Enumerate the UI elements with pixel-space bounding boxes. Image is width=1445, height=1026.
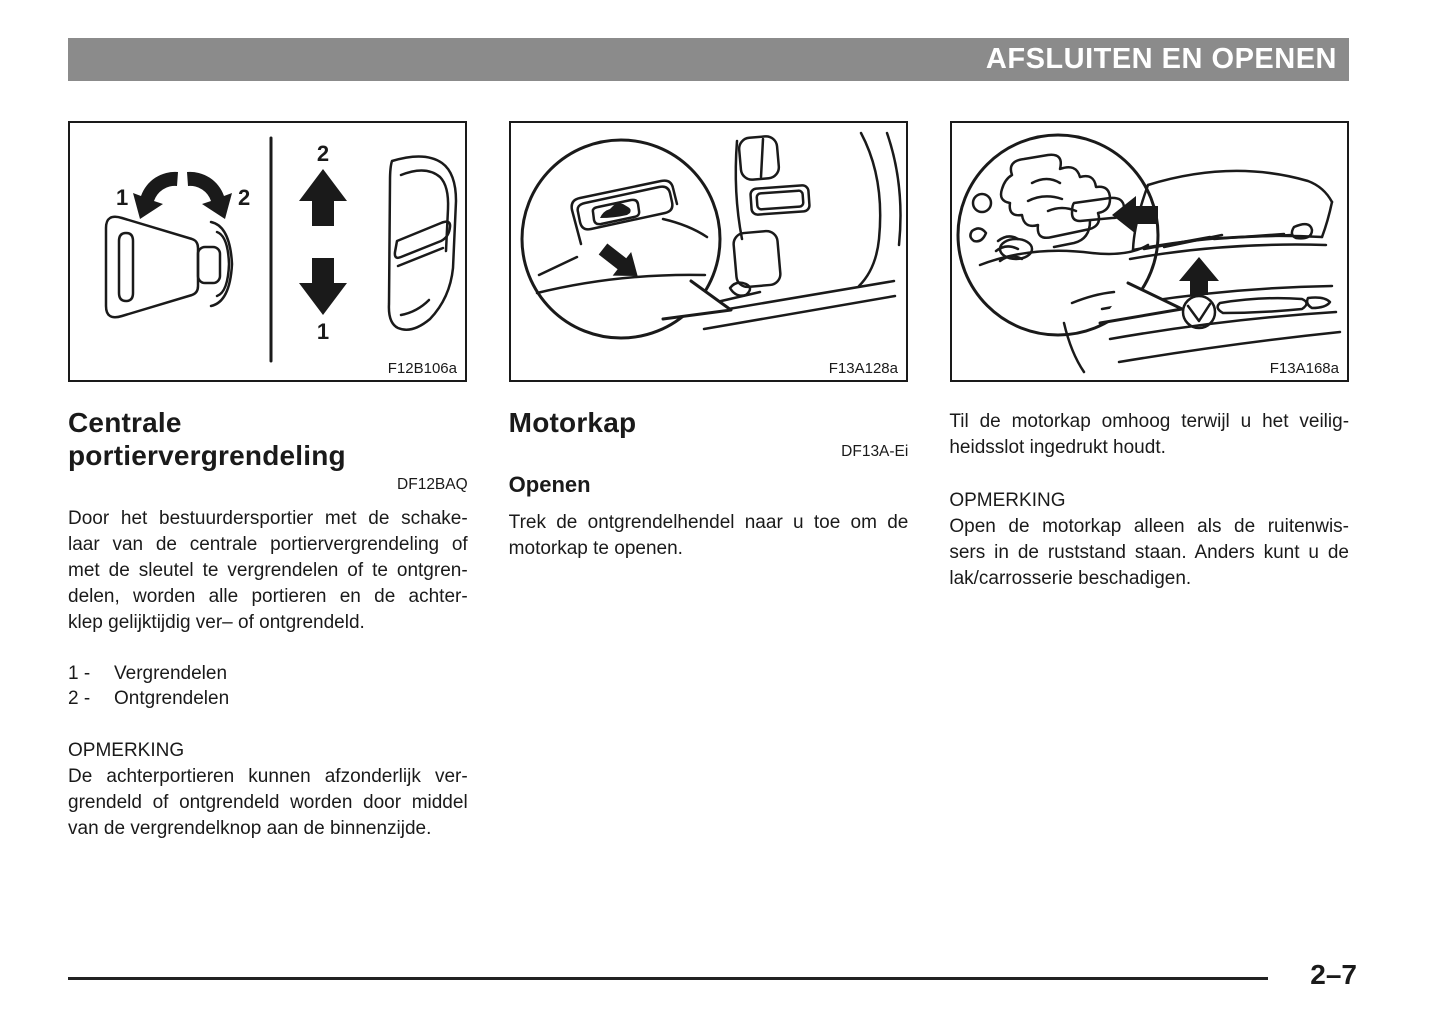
hood-safety-catch-illustration [952,123,1347,376]
key-icon [106,217,232,318]
safety-catch-drawing [970,155,1158,265]
steering-wheel-outline [859,133,880,286]
figure-safety-catch [950,121,1349,382]
section-central-locking [68,406,468,842]
footer-rule [68,977,1268,980]
figure-caption: F13A168a [1266,360,1339,377]
figure-door-lock [68,121,467,382]
key-rotation-arrows [116,172,250,219]
label-lock-position: 1 [116,185,129,210]
central-locking-illustration [70,123,465,376]
figure-hood-release [509,121,908,382]
door-handle-drawing [389,156,456,329]
chapter-header-bar [68,38,1349,81]
note-block [949,488,1349,592]
section-hood-continued [949,406,1349,842]
note-block [68,738,468,842]
label-knob-up: 2 [316,141,330,166]
headlight [1218,298,1307,313]
chapter-title: AFSLUITEN EN OPENEN [985,43,1337,75]
figures-row [68,121,1349,382]
magnifier-circle [522,140,731,338]
up-arrow-icon [299,169,347,226]
note-title: OPMERKING [949,490,1066,511]
subsection-heading: Openen [508,472,591,497]
label-knob-down: 1 [316,319,330,344]
note-body: De achterportieren kunnen afzonderlijk ver- grendeld of ontgrendeld worden door middel van de vergrendelknop aan de binnenzijde. [68,766,468,839]
section-heading: Motorkap [508,407,637,438]
note-body: Open de motorkap alleen als de ruitenwis- sers in de ruststand staan. Anders kunt u de lak/carrosserie beschadigen. [949,516,1350,589]
label-unlock-position: 2 [238,185,251,210]
body-paragraph: Door het bestuurdersportier met de schake- laar van de centrale portiervergrendeling of met de sleutel te vergrendelen of te ontgren- delen, worden alle portieren en de achter- klep gelijktijdig ver– of ontgrendeld. [68,508,468,633]
reference-code: DF12BAQ [397,476,468,493]
hood-emblem [1183,296,1215,328]
body-paragraph: Til de motorkap omhoog terwijl u het veilig- heidsslot ingedrukt houdt. [949,411,1350,458]
hood-release-illustration [511,123,906,376]
car-front-drawing [1064,171,1340,372]
reference-code: DF13A-Ei [841,443,909,460]
figure-caption: F13A128a [825,360,898,377]
body-paragraph: Trek de ontgrendelhendel naar u toe om de motorkap te openen. [508,512,909,559]
figure-caption: F12B106a [384,360,457,377]
legend-item [68,686,468,711]
legend-item [68,661,468,686]
section-heading: Centrale portiervergrendeling [68,407,346,471]
legend-label: Vergrendelen [114,663,228,684]
page-number: 2–7 [1310,959,1357,990]
note-title: OPMERKING [68,740,185,761]
dashboard-drawing [693,133,901,329]
legend-number: 1 - [68,663,91,684]
down-arrow-icon [299,258,347,315]
hood-release-lever-drawing [537,181,707,293]
section-hood [509,406,909,842]
legend-list [68,661,468,711]
legend-number: 2 - [68,688,91,709]
lift-arrow-icon [1179,257,1219,295]
text-columns [68,406,1349,842]
magnifier-circle [958,135,1182,335]
lock-knob-arrows [299,141,347,344]
legend-label: Ontgrendelen [114,688,230,709]
